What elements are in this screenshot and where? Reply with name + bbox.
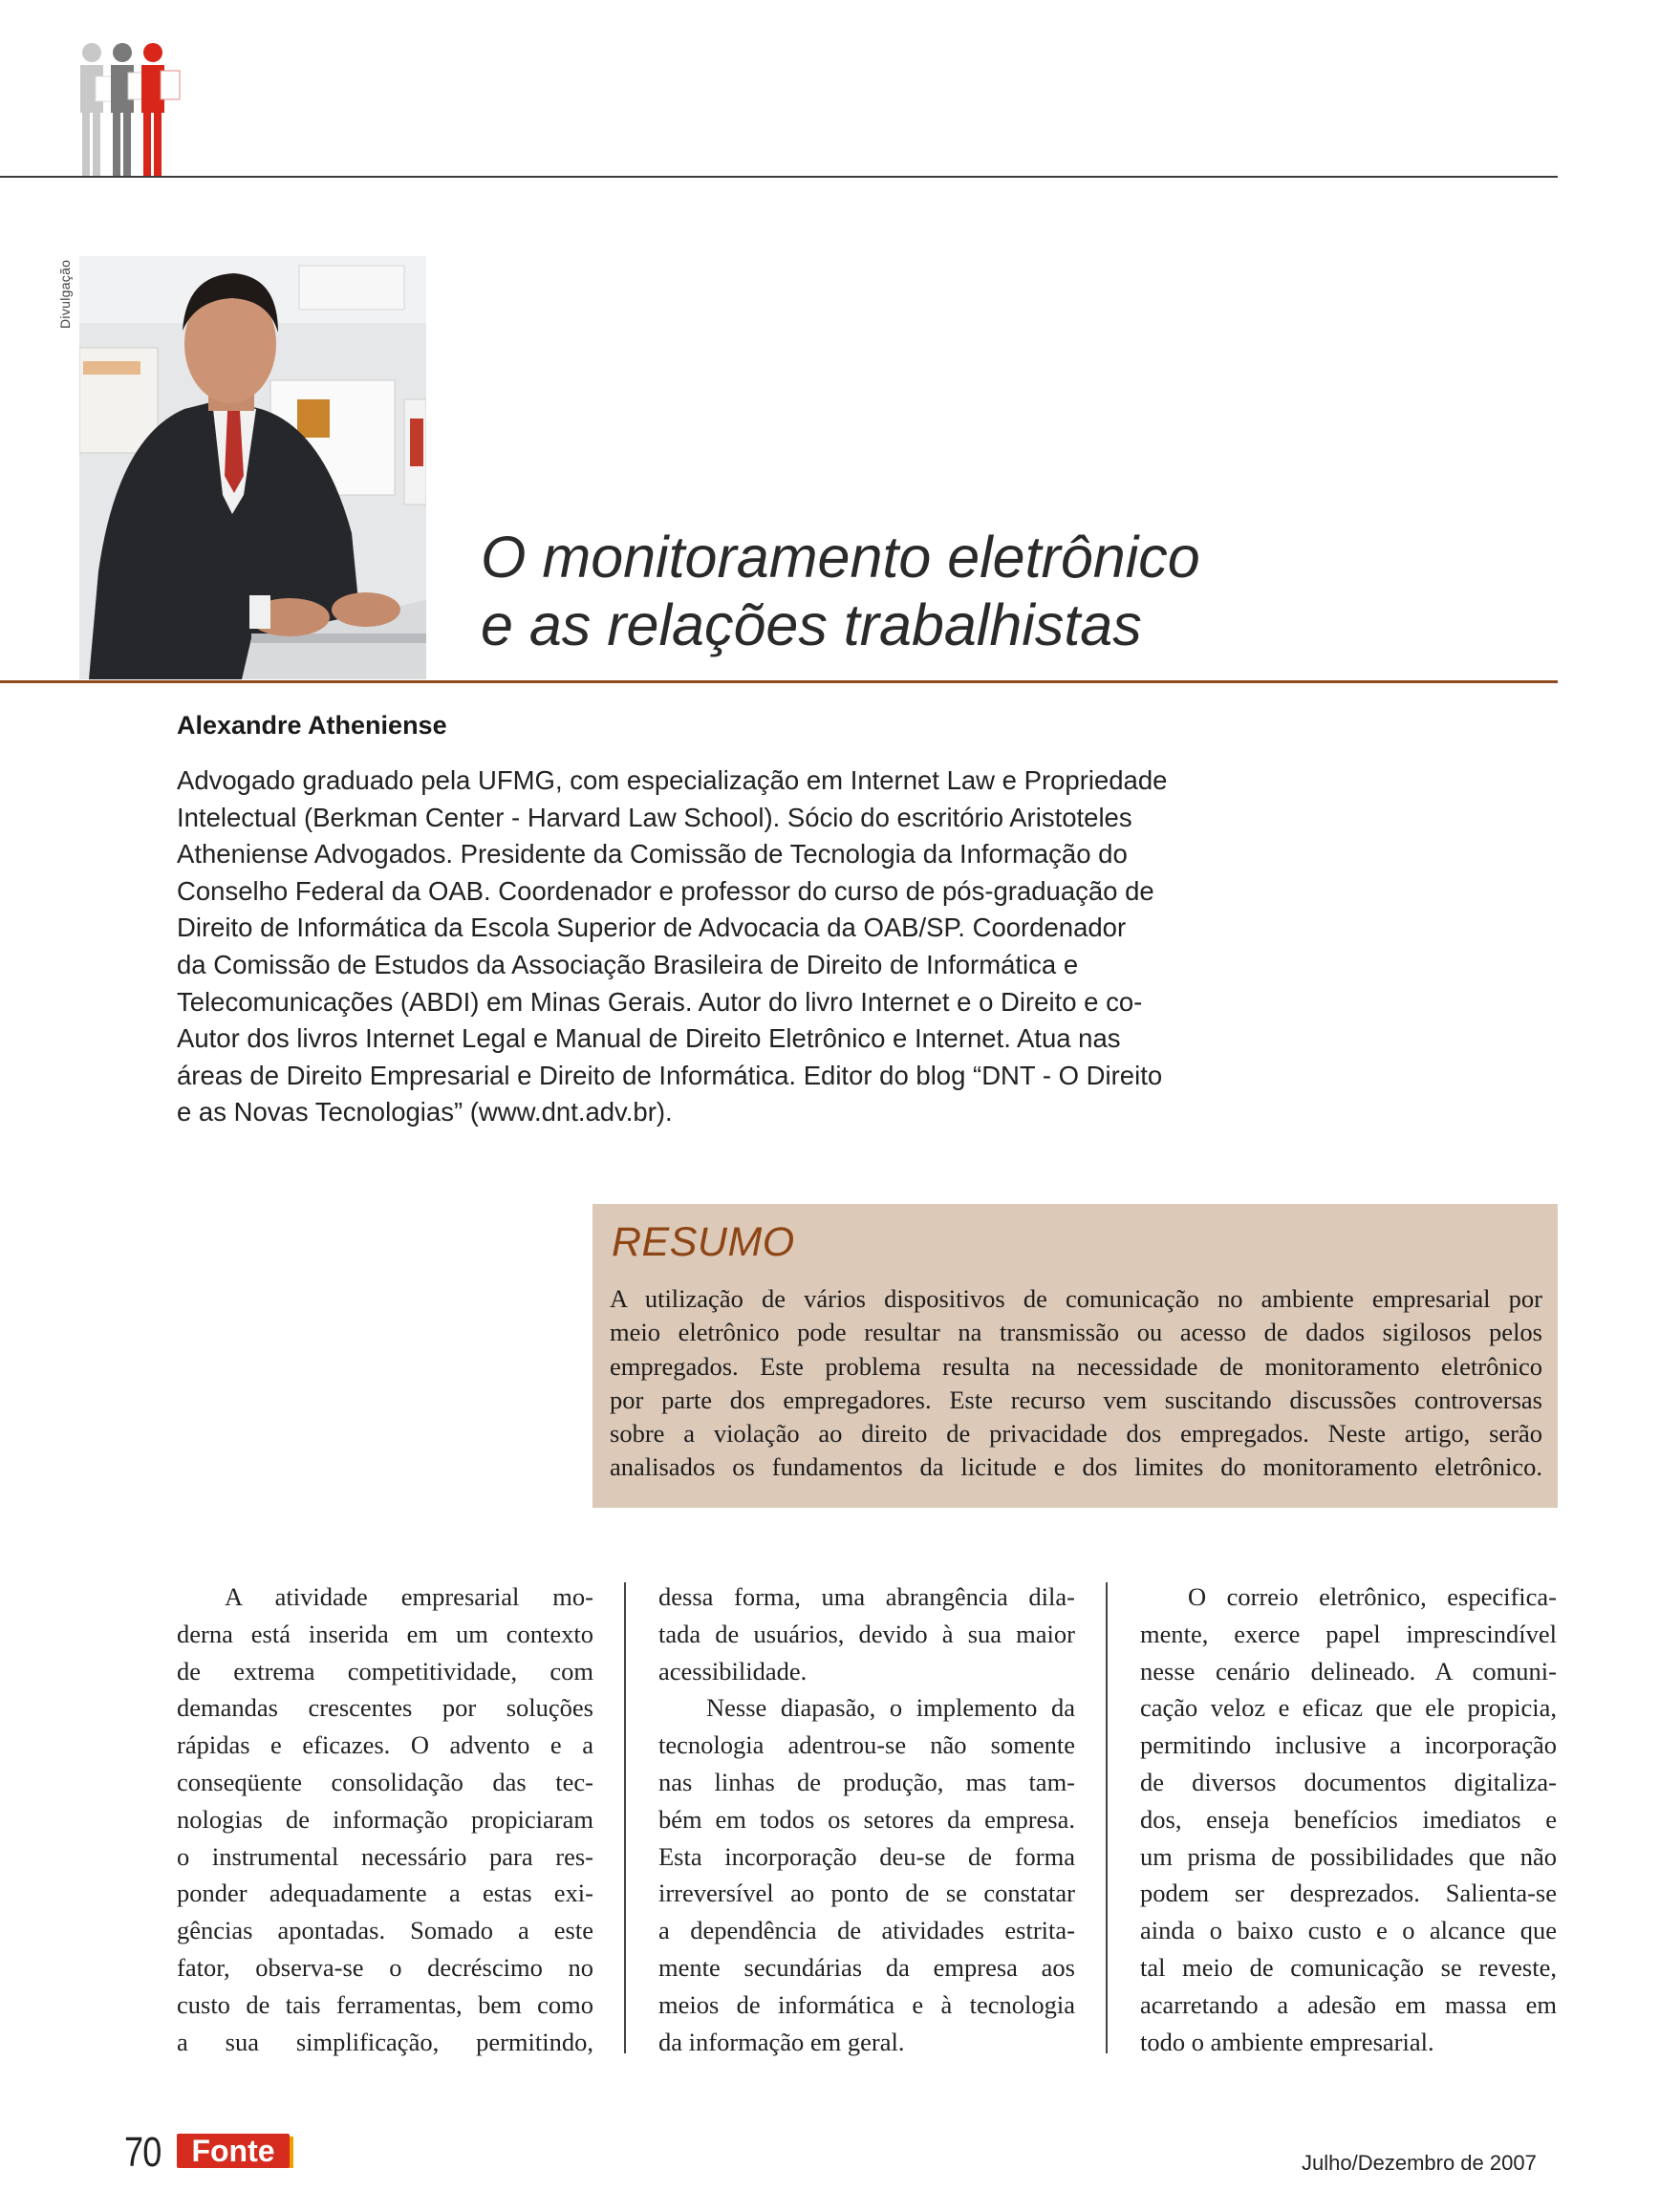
bio-line: Autor dos livros Internet Legal e Manual de Direito Eletrônico e Internet. Atua nas [177,1023,1121,1054]
body-line: tecnologia adentrou-se não somente [658,1730,1075,1760]
three-people-figures-icon [78,42,214,182]
column-divider [1106,1582,1108,2053]
body-line: nologias de informação propiciaram [177,1804,593,1834]
body-column-3 [1140,1578,1557,2060]
body-line: O correio eletrônico, especifica- [1188,1582,1557,1611]
body-line: acessibilidade. [658,1656,808,1686]
title-rule [0,680,1558,683]
body-line: gências apontadas. Somado a este [177,1916,593,1945]
abstract-line: meio eletrônico pode resultar na transmissão ou acesso de dados sigilosos pelos [610,1318,1542,1347]
body-line: a sua simplificação, permitindo, [177,2027,593,2056]
issue-date: Julho/Dezembro de 2007 [1302,2151,1537,2175]
body-line: permitindo inclusive a incorporação [1140,1730,1557,1760]
body-line: fator, observa-se o decréscimo no [177,1952,593,1982]
body-line: dos, enseja benefícios imediatos e [1140,1804,1557,1834]
abstract-box [592,1204,1558,1508]
article-title-line: e as relações trabalhistas [481,592,1142,657]
column-divider [624,1582,626,2053]
article-title [481,524,1532,659]
body-line: cação veloz e eficaz que ele propicia, [1140,1693,1557,1723]
body-line: ponder adequadamente a estas exi- [177,1879,593,1908]
bio-line: e as Novas Tecnologias” (www.dnt.adv.br). [177,1097,673,1127]
body-line: tal meio de comunicação se reveste, [1140,1952,1557,1982]
bio-line: Direito de Informática da Escola Superior de Advocacia da OAB/SP. Coordenador [177,913,1127,943]
author-name: Alexandre Atheniense [177,711,447,740]
body-line: A atividade empresarial mo- [225,1582,593,1611]
body-line: ainda o baixo custo e o alcance que [1140,1916,1557,1945]
abstract-line: analisados os fundamentos da licitude e dos limites do monitoramento eletrônico. [610,1452,1542,1482]
body-line: tada de usuários, devido à sua maior [658,1619,1075,1648]
body-line: de diversos documentos digitaliza- [1140,1767,1557,1796]
author-bio [177,762,1266,1131]
body-line: todo o ambiente empresarial. [1140,2027,1434,2056]
photo-credit: Divulgação [57,259,73,329]
body-line: meios de informática e à tecnologia [658,1989,1075,2019]
abstract-line: por parte dos empregadores. Este recurso vem suscitando discussões controversas [610,1385,1542,1414]
body-line: mente, exerce papel imprescindível [1140,1619,1557,1648]
abstract-line: empregados. Este problema resulta na necessidade de monitoramento eletrônico [610,1351,1542,1381]
body-line: mente secundárias da empresa aos [658,1952,1075,1982]
page-number: 70 [124,2129,162,2176]
body-column-2 [658,1578,1075,2060]
body-line: Nesse diapasão, o implemento da [706,1693,1075,1723]
body-line: dessa forma, uma abrangência dila- [658,1582,1075,1611]
bio-line: áreas de Direito Empresarial e Direito de Informática. Editor do blog “DNT - O Direito [177,1060,1163,1090]
bio-line: Advogado graduado pela UFMG, com especialização em Internet Law e Propriedade [177,765,1168,795]
body-line: o instrumental necessário para res- [177,1841,593,1871]
body-line: da informação em geral. [658,2027,905,2056]
bio-line: Conselho Federal da OAB. Coordenador e professor do curso de pós-graduação de [177,875,1154,906]
brand-logo: Fonte [177,2134,290,2168]
body-line: Esta incorporação deu-se de forma [658,1841,1075,1871]
bio-line: da Comissão de Estudos da Associação Brasileira de Direito de Informática e [177,949,1079,979]
body-line: de extrema competitividade, com [177,1656,593,1686]
body-line: derna está inserida em um contexto [177,1619,593,1648]
body-line: nas linhas de produção, mas tam- [658,1767,1075,1796]
body-column-1 [177,1578,593,2060]
body-line: conseqüente consolidação das tec- [177,1767,593,1796]
body-line: nesse cenário delineado. A comuni- [1140,1656,1557,1686]
body-line: custo de tais ferramentas, bem como [177,1989,593,2019]
body-line: demandas crescentes por soluções [177,1693,593,1723]
abstract-body [610,1282,1542,1485]
body-line: acarretando a adesão em massa em [1140,1989,1557,2019]
abstract-line: sobre a violação ao direito de privacidade dos empregados. Neste artigo, serão [610,1419,1542,1449]
body-line: a dependência de atividades estrita- [658,1916,1075,1945]
body-line: rápidas e eficazes. O advento e a [177,1730,593,1760]
header-rule [0,176,1558,178]
body-line: irreversível ao ponto de se constatar [658,1879,1075,1908]
bio-line: Intelectual (Berkman Center - Harvard Law School). Sócio do escritório Aristoteles [177,802,1132,832]
abstract-title: RESUMO [612,1219,795,1265]
body-line: podem ser desprezados. Salienta-se [1140,1879,1557,1908]
body-line: bém em todos os setores da empresa. [658,1804,1075,1834]
body-line: um prisma de possibilidades que não [1140,1841,1557,1871]
bio-line: Atheniense Advogados. Presidente da Comissão de Tecnologia da Informação do [177,839,1128,870]
bio-line: Telecomunicações (ABDI) em Minas Gerais. Autor do livro Internet e o Direito e co- [177,986,1143,1017]
author-portrait-photo [79,256,426,679]
abstract-line: A utilização de vários dispositivos de comunicação no ambiente empresarial por [610,1284,1542,1313]
article-title-line: O monitoramento eletrônico [481,525,1200,590]
